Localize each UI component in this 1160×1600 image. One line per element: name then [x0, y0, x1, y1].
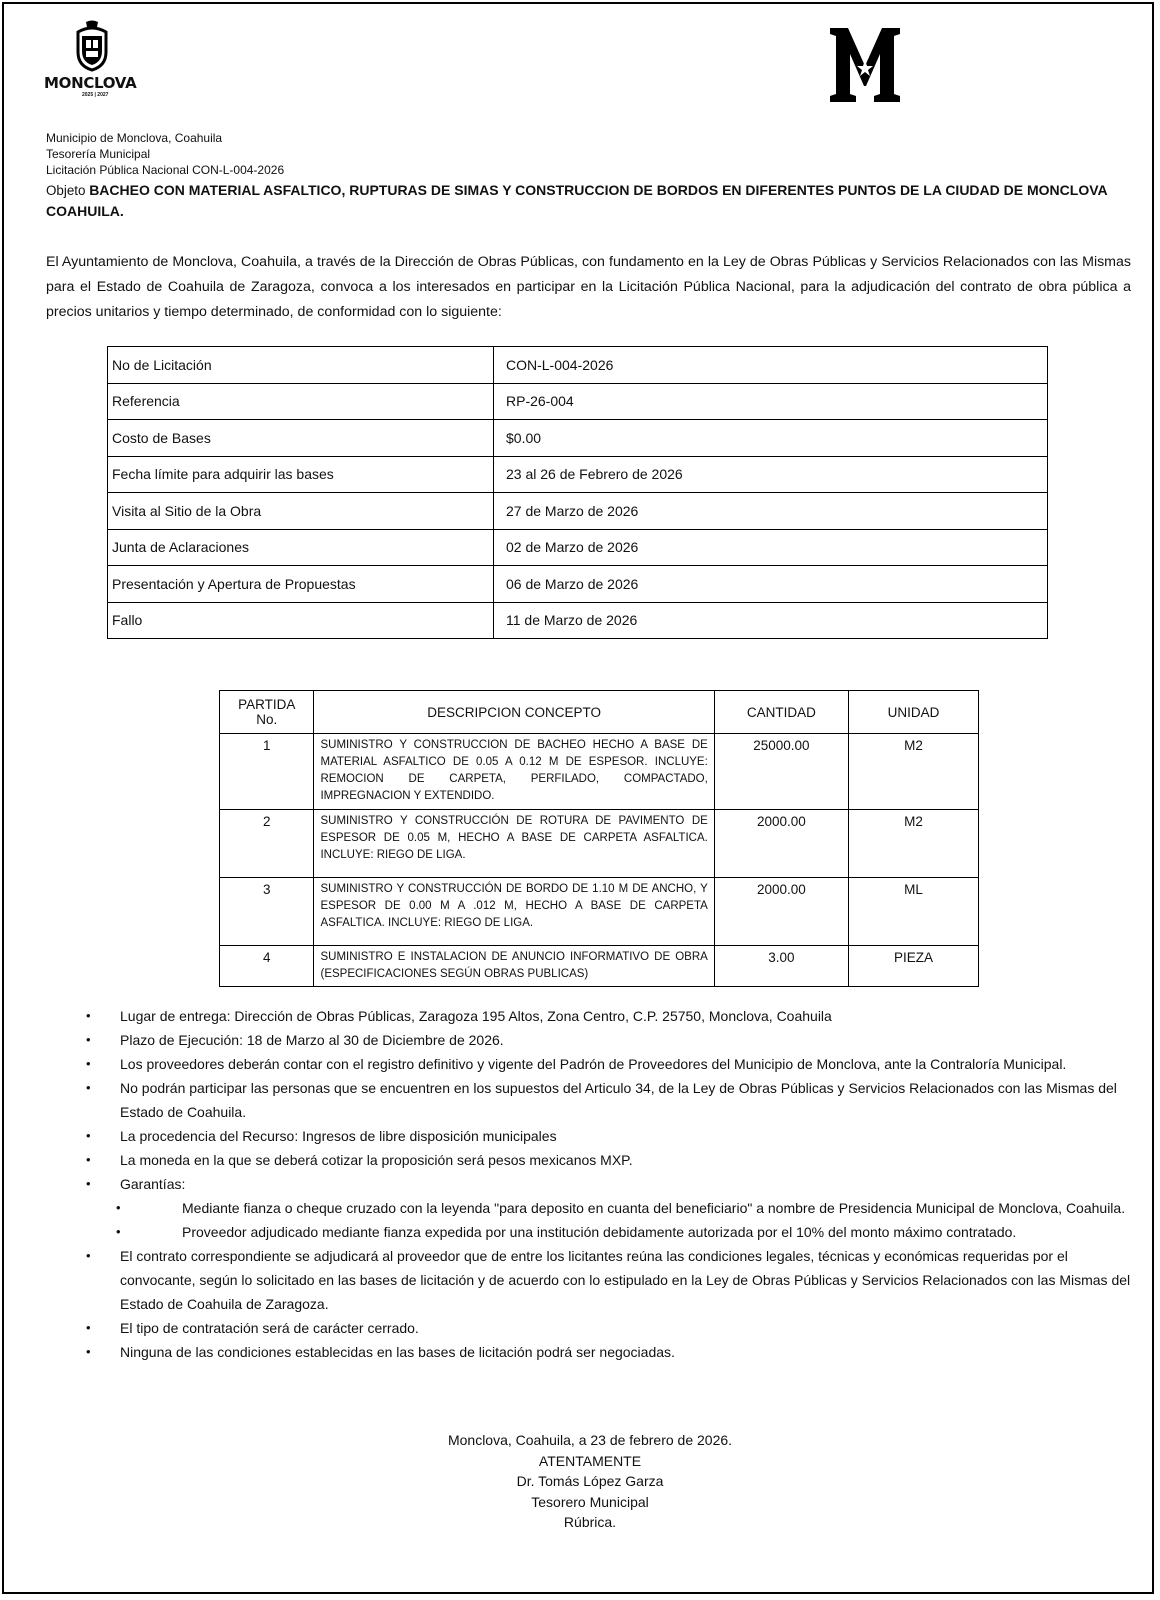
cell-unidad: M2 — [848, 810, 978, 878]
info-value: 11 de Marzo de 2026 — [494, 602, 1048, 639]
info-value: 06 de Marzo de 2026 — [494, 566, 1048, 603]
cell-descripcion: SUMINISTRO E INSTALACION DE ANUNCIO INFORMATIVO DE OBRA (ESPECIFICACIONES SEGÚN OBRAS PUBLICAS) — [314, 946, 714, 987]
cell-unidad: PIEZA — [848, 946, 978, 987]
cell-descripcion: SUMINISTRO Y CONSTRUCCIÓN DE ROTURA DE PAVIMENTO DE ESPESOR DE 0.05 M, HECHO A BASE DE CARPETA ASFALTICA. INCLUYE: RIEGO DE LIGA. — [314, 810, 714, 878]
closing-position: Tesorero Municipal — [531, 1493, 649, 1510]
table-row — [220, 734, 979, 810]
cell-cantidad: 2000.00 — [714, 878, 848, 946]
monclova-logo — [44, 20, 154, 120]
closing-signature-block — [380, 1430, 800, 1533]
info-label: Junta de Aclaraciones — [108, 529, 494, 566]
table-row — [108, 602, 1048, 639]
sub-list-item: • Mediante fianza o cheque cruzado con la leyenda "para deposito en cuanta del beneficiario" a nombre de Presidencia Municipal de Monclova, Coahuila. — [120, 1196, 1131, 1220]
header-partida-line1: PARTIDA — [238, 697, 296, 712]
header-partida-line2: No. — [256, 712, 278, 727]
table-row — [108, 456, 1048, 493]
items-table — [219, 690, 979, 987]
objeto-label: Objeto — [46, 183, 86, 198]
list-item-guarantees — [86, 1172, 1131, 1244]
cell-unidad: M2 — [848, 734, 978, 810]
guarantees-sublist — [120, 1196, 1131, 1244]
header-descripcion: DESCRIPCION CONCEPTO — [314, 691, 714, 734]
logo-years: 2025 | 2027 — [82, 92, 109, 98]
table-row — [108, 493, 1048, 530]
header-cantidad: CANTIDAD — [714, 691, 848, 734]
info-value: 27 de Marzo de 2026 — [494, 493, 1048, 530]
table-row — [108, 383, 1048, 420]
info-label: Referencia — [108, 383, 494, 420]
info-label: Presentación y Apertura de Propuestas — [108, 566, 494, 603]
closing-place-date: Monclova, Coahuila, a 23 de febrero de 2026. — [447, 1432, 733, 1448]
info-value: 02 de Marzo de 2026 — [494, 529, 1048, 566]
table-row — [108, 529, 1048, 566]
info-label: Costo de Bases — [108, 420, 494, 457]
table-row — [108, 420, 1048, 457]
meta-office: Tesorería Municipal — [46, 147, 151, 161]
cell-unidad: ML — [848, 878, 978, 946]
table-header-row — [220, 691, 979, 734]
m-star-logo — [830, 26, 900, 104]
list-item: • No podrán participar las personas que se encuentren en los supuestos del Articulo 34, de la Ley de Obras Públicas y Servicios Relacionados con las Mismas del Estado de Coahuila. — [86, 1076, 1131, 1124]
table-row — [108, 566, 1048, 603]
header-unidad: UNIDAD — [848, 691, 978, 734]
tender-info-table — [107, 346, 1048, 639]
guarantees-label: Garantías: — [120, 1176, 186, 1192]
meta-municipality: Municipio de Monclova, Coahuila — [46, 131, 223, 145]
cell-partida: 1 — [220, 734, 314, 810]
info-label: Visita al Sitio de la Obra — [108, 493, 494, 530]
info-value: $0.00 — [494, 420, 1048, 457]
header-partida — [220, 691, 314, 734]
meta-tender: Licitación Pública Nacional CON-L-004-2026 — [46, 163, 285, 177]
info-label: Fallo — [108, 602, 494, 639]
closing-regards: ATENTAMENTE — [538, 1452, 642, 1469]
table-row — [220, 878, 979, 946]
cell-cantidad: 3.00 — [714, 946, 848, 987]
list-item: • Ninguna de las condiciones establecidas en las bases de licitación podrá ser negociadas. — [86, 1340, 1131, 1364]
list-item: • El contrato correspondiente se adjudicará al proveedor que de entre los licitantes reúna las condiciones legales, técnicas y económicas requeridas por el convocante, según lo solicitado en las bases de licitación y de acuerdo con lo estipulado en la Ley de Obras Públicas y Servicios Relacionados con las Mismas del Estado de Coahuila de Zaragoza. — [86, 1244, 1131, 1316]
info-label: No de Licitación — [108, 347, 494, 384]
cell-cantidad: 25000.00 — [714, 734, 848, 810]
list-item: • Lugar de entrega: Dirección de Obras Públicas, Zaragoza 195 Altos, Zona Centro, C.P. 25750, Monclova, Coahuila — [86, 1004, 1131, 1028]
info-value: RP-26-004 — [494, 383, 1048, 420]
closing-signer: Dr. Tomás López Garza — [516, 1473, 664, 1489]
conditions-list — [86, 1004, 1131, 1364]
info-label: Fecha límite para adquirir las bases — [108, 456, 494, 493]
list-item: • La procedencia del Recurso: Ingresos de libre disposición municipales — [86, 1124, 1131, 1148]
intro-paragraph: El Ayuntamiento de Monclova, Coahuila, a través de la Dirección de Obras Públicas, con fundamento en la Ley de Obras Públicas y Servicios Relacionados con las Mismas para el Estado de Coahuila de Zaragoza, convoca a los interesados en participar en la Licitación Pública Nacional, para la adjudicación del contrato de obra pública a precios unitarios y tiempo determinado, de conformidad con lo siguiente: — [46, 254, 1131, 320]
list-item: • Plazo de Ejecución: 18 de Marzo al 30 de Diciembre de 2026. — [86, 1028, 1131, 1052]
objeto — [46, 180, 1126, 222]
list-item: • Los proveedores deberán contar con el registro definitivo y vigente del Padrón de Proveedores del Municipio de Monclova, ante la Contraloría Municipal. — [86, 1052, 1131, 1076]
cell-descripcion: SUMINISTRO Y CONSTRUCCION DE BACHEO HECHO A BASE DE MATERIAL ASFALTICO DE 0.05 A 0.12 M DE ESPESOR. INCLUYE: REMOCION DE CARPETA, PERFILADO, COMPACTADO, IMPREGNACION Y EXTENDIDO. — [314, 734, 714, 810]
info-value: CON-L-004-2026 — [494, 347, 1048, 384]
table-row — [220, 810, 979, 878]
cell-partida: 2 — [220, 810, 314, 878]
cell-cantidad: 2000.00 — [714, 810, 848, 878]
logo-name: MONCLOVA — [44, 74, 137, 92]
sub-list-item: • Proveedor adjudicado mediante fianza expedida por una institución debidamente autorizada por el 10% del monto máximo contratado. — [120, 1220, 1131, 1244]
list-item: • La moneda en la que se deberá cotizar la proposición será pesos mexicanos MXP. — [86, 1148, 1131, 1172]
document-meta — [46, 130, 284, 178]
info-value: 23 al 26 de Febrero de 2026 — [494, 456, 1048, 493]
objeto-text: BACHEO CON MATERIAL ASFALTICO, RUPTURAS DE SIMAS Y CONSTRUCCION DE BORDOS EN DIFERENTES PUNTOS DE LA CIUDAD DE MONCLOVA COAHUILA. — [46, 182, 1108, 219]
table-row — [108, 347, 1048, 384]
closing-signature: Rúbrica. — [563, 1514, 617, 1530]
cell-partida: 3 — [220, 878, 314, 946]
m-star-icon — [830, 26, 900, 104]
coat-of-arms-icon — [72, 20, 112, 72]
cell-partida: 4 — [220, 946, 314, 987]
table-row — [220, 946, 979, 987]
list-item: • El tipo de contratación será de carácter cerrado. — [86, 1316, 1131, 1340]
cell-descripcion: SUMINISTRO Y CONSTRUCCIÓN DE BORDO DE 1.10 M DE ANCHO, Y ESPESOR DE 0.00 M A .012 M, HECHO A BASE DE CARPETA ASFALTICA. INCLUYE: RIEGO DE LIGA. — [314, 878, 714, 946]
